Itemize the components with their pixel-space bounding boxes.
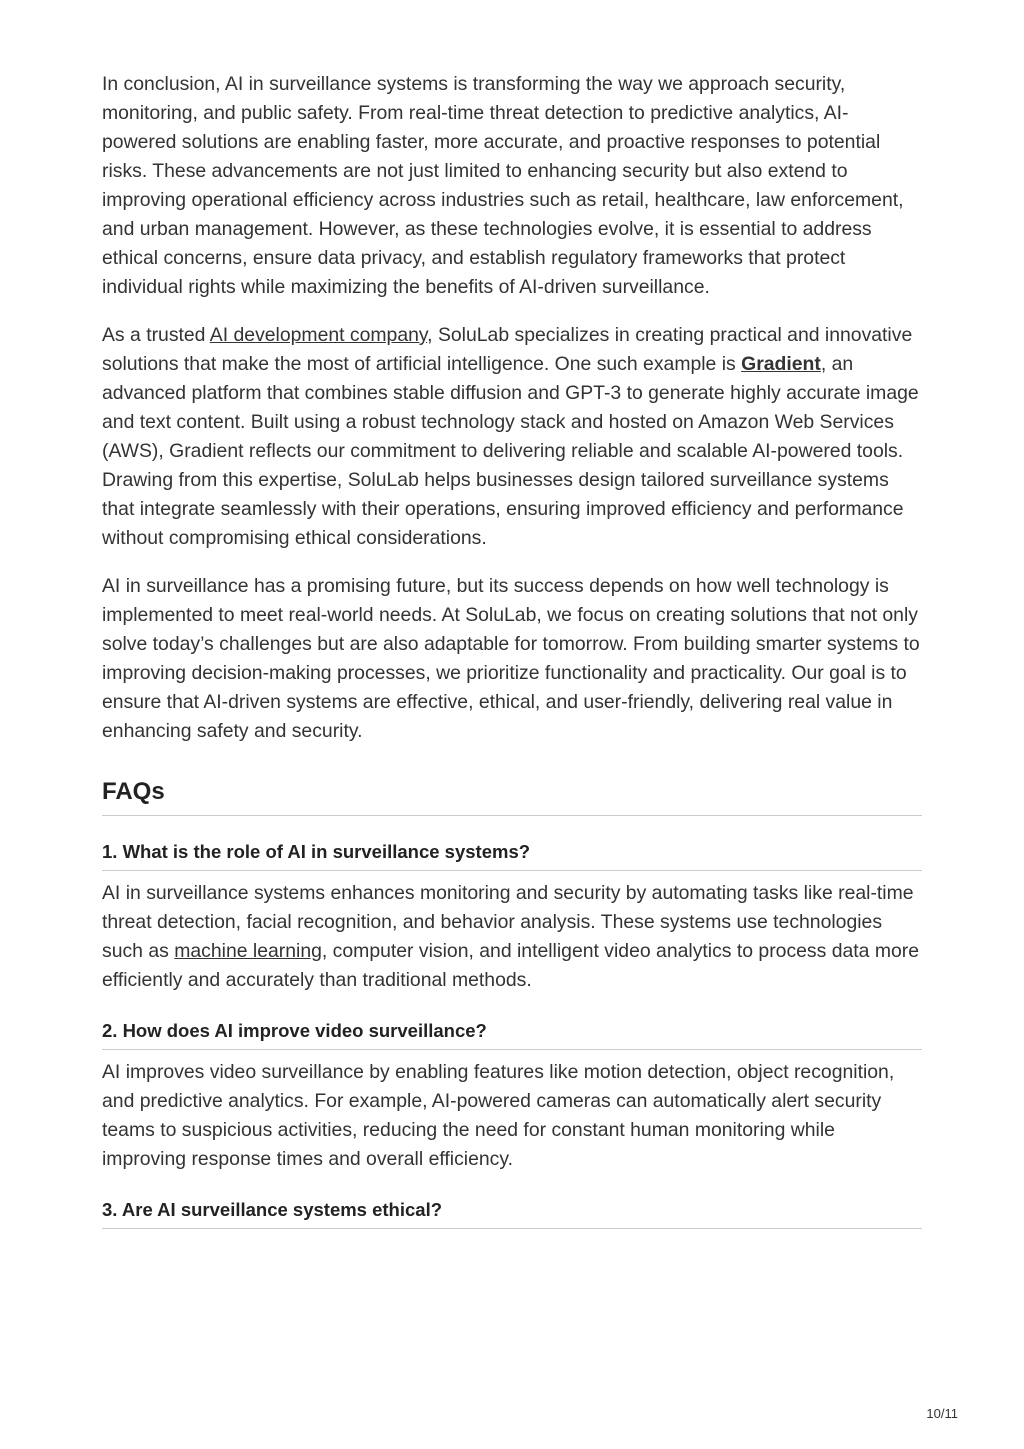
- faqs-heading: FAQs: [102, 777, 922, 816]
- faq-answer-1: [102, 879, 922, 995]
- text-segment: , SoluLab specializes in creating practical and innovative solutions that make the most of artificial intelligence. One such example is: [102, 324, 913, 375]
- conclusion-paragraph: In conclusion, AI in surveillance systems is transforming the way we approach security, monitoring, and public safety. From real-time threat detection to predictive analytics, AI-powered solutions are enabling faster, more accurate, and proactive responses to potential risks. These advancements are not just limited to enhancing security but also extend to improving operational efficiency across industries such as retail, healthcare, law enforcement, and urban management. However, as these technologies evolve, it is essential to address ethical concerns, ensure data privacy, and establish regulatory frameworks that protect individual rights while maximizing the benefits of AI-driven surveillance.: [102, 73, 904, 298]
- future-paragraph: AI in surveillance has a promising future, but its success depends on how well technology is implemented to meet real-world needs. At SoluLab, we focus on creating solutions that not only solve today’s challenges but are also adaptable for tomorrow. From building smarter systems to improving decision-making processes, we prioritize functionality and practicality. Our goal is to ensure that AI-driven systems are effective, ethical, and user-friendly, delivering real value in enhancing safety and security.: [102, 575, 920, 742]
- faq-question-2: 2. How does AI improve video surveillance?: [102, 1019, 922, 1050]
- page-number: 10/11: [926, 1406, 958, 1421]
- faq-answer-2: AI improves video surveillance by enabling features like motion detection, object recognition, and predictive analytics. For example, AI-powered cameras can automatically alert security teams to suspicious activities, reducing the need for constant human monitoring while improving response times and overall efficiency.: [102, 1061, 895, 1170]
- text-segment: , computer vision, and intelligent video analytics to process data more efficiently and accurately than traditional methods.: [102, 940, 920, 991]
- solulab-paragraph: [102, 321, 922, 553]
- text-segment: As a trusted: [102, 324, 210, 346]
- ai-development-company-link[interactable]: AI development company: [209, 324, 428, 346]
- faq-question-3: 3. Are AI surveillance systems ethical?: [102, 1198, 922, 1229]
- gradient-link[interactable]: Gradient: [741, 353, 821, 375]
- text-segment: AI in surveillance systems enhances monitoring and security by automating tasks like real-time threat detection, facial recognition, and behavior analysis. These systems use technologies such as: [102, 882, 914, 962]
- text-segment: , an advanced platform that combines stable diffusion and GPT-3 to generate highly accurate image and text content. Built using a robust technology stack and hosted on Amazon Web Services (AWS), Gradient reflects our commitment to delivering reliable and scalable AI-powered tools. Drawing from this expertise, SoluLab helps businesses design tailored surveillance systems that integrate seamlessly with their operations, ensuring improved efficiency and performance without compromising ethical considerations.: [102, 353, 919, 549]
- article-body: [102, 70, 922, 1229]
- faq-question-1: 1. What is the role of AI in surveillance systems?: [102, 840, 922, 871]
- machine-learning-link[interactable]: machine learning: [174, 940, 322, 962]
